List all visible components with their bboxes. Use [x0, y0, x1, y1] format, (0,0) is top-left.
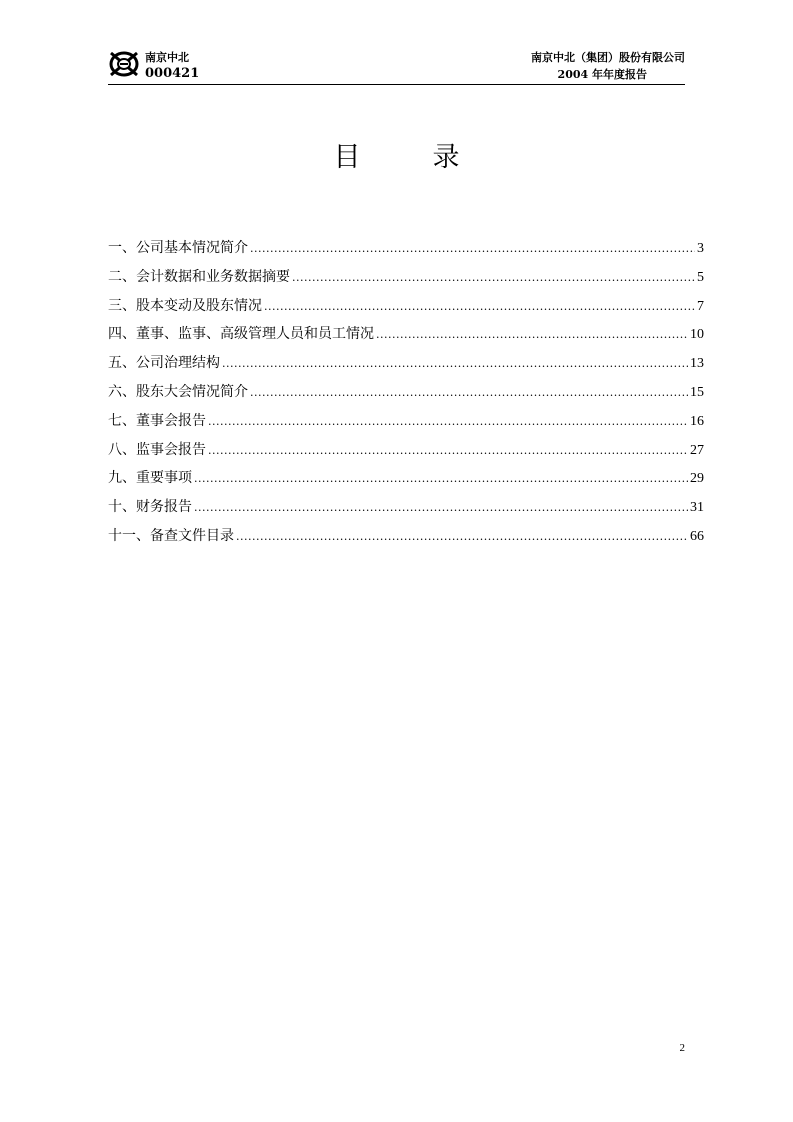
- company-logo-icon: [108, 49, 140, 79]
- toc-entry-label: 四、董事、监事、高级管理人员和员工情况: [108, 326, 374, 343]
- toc-dot-leader: [264, 293, 695, 322]
- toc-entry-label: 十、财务报告: [108, 499, 192, 516]
- toc-entry-page: 29: [690, 471, 704, 487]
- toc-entry-page: 13: [690, 356, 704, 372]
- toc-entry-label: 五、公司治理结构: [108, 355, 220, 372]
- table-of-contents: [108, 234, 704, 551]
- title-char-2: 录: [432, 142, 460, 173]
- toc-entry-page: 5: [697, 269, 704, 285]
- toc-entry-label: 二、会计数据和业务数据摘要: [108, 268, 290, 285]
- toc-entry-page: 3: [697, 241, 704, 256]
- toc-entry[interactable]: [108, 349, 704, 378]
- report-title: 2004 年年度报告: [557, 68, 647, 81]
- toc-entry-page: 15: [690, 384, 704, 400]
- toc-dot-leader: [208, 437, 688, 466]
- toc-entry-page: 7: [697, 298, 704, 314]
- toc-entry-page: 31: [690, 500, 704, 516]
- toc-dot-leader: [376, 321, 688, 350]
- company-full-name: 南京中北（集团）股份有限公司: [531, 51, 685, 64]
- toc-dot-leader: [208, 408, 688, 437]
- toc-entry[interactable]: [108, 464, 704, 493]
- toc-entry-page: 66: [690, 528, 704, 544]
- toc-entry-page: 16: [690, 413, 704, 429]
- toc-entry[interactable]: [108, 263, 704, 292]
- toc-entry-label: 六、股东大会情况简介: [108, 383, 248, 400]
- toc-entry[interactable]: [108, 292, 704, 321]
- toc-entry[interactable]: [108, 522, 704, 551]
- page-title: [0, 140, 793, 180]
- toc-entry[interactable]: [108, 320, 704, 349]
- toc-dot-leader: [194, 465, 688, 494]
- toc-entry-label: 七、董事会报告: [108, 412, 206, 429]
- toc-entry[interactable]: [108, 378, 704, 407]
- toc-entry-label: 三、股本变动及股东情况: [108, 297, 262, 314]
- toc-entry-label: 九、重要事项: [108, 470, 192, 487]
- title-char-1: 目: [333, 142, 361, 173]
- toc-entry[interactable]: [108, 436, 704, 465]
- page-number: 2: [679, 1042, 685, 1054]
- company-short-name: 南京中北: [145, 51, 189, 64]
- toc-entry-label: 八、监事会报告: [108, 441, 206, 458]
- toc-entry-label: 十一、备查文件目录: [108, 527, 234, 544]
- stock-code: 000421: [145, 66, 200, 81]
- toc-dot-leader: [250, 235, 695, 264]
- toc-dot-leader: [194, 494, 688, 523]
- toc-dot-leader: [222, 350, 688, 379]
- toc-dot-leader: [250, 379, 688, 408]
- toc-dot-leader: [292, 264, 695, 293]
- toc-entry-label: 一、公司基本情况简介: [108, 240, 248, 256]
- toc-entry[interactable]: [108, 234, 704, 263]
- toc-entry-page: 10: [690, 327, 704, 343]
- toc-dot-leader: [236, 523, 688, 552]
- toc-entry[interactable]: [108, 407, 704, 436]
- toc-entry[interactable]: [108, 493, 704, 522]
- toc-entry-page: 27: [690, 442, 704, 458]
- page-header: [108, 48, 685, 85]
